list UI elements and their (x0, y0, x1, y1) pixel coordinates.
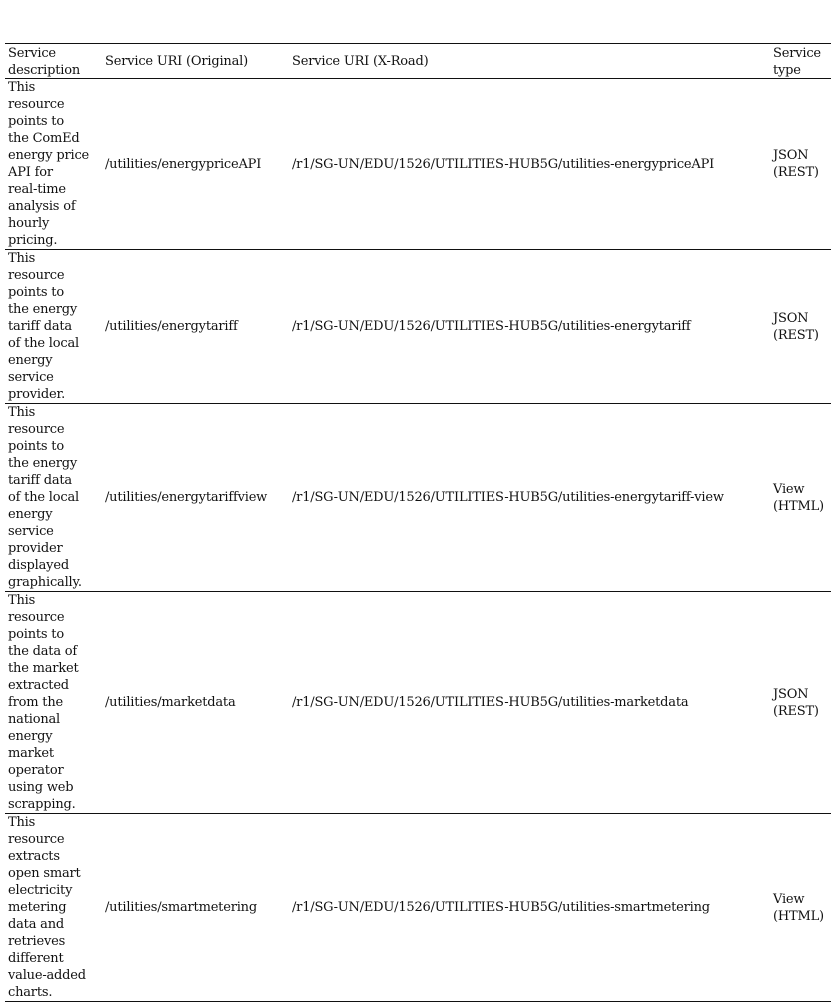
service-description: This resource points to the energy tariff data of the local energy service provider displayed graphically. (8, 405, 82, 590)
service-uri-xroad: /r1/SG-UN/EDU/1526/UTILITIES-HUB5G/utilities-energypriceAPI (292, 156, 715, 172)
service-description: This resource points to the energy tariff data of the local energy service provider. (8, 251, 79, 402)
service-type: View (HTML) (773, 891, 824, 924)
service-uri-original: /utilities/energytariffview (105, 490, 268, 505)
table-row (5, 404, 831, 592)
table-row (5, 79, 831, 250)
service-uri-original: /utilities/smartmetering (105, 900, 257, 915)
header-service-description: Service description (8, 46, 81, 78)
service-description: This resource points to the data of the market extracted from the national energy market operator using web scrapping. (8, 593, 79, 812)
header-service-uri-original: Service URI (Original) (105, 54, 248, 69)
header-service-uri-xroad: Service URI (X-Road) (292, 54, 429, 69)
service-type: JSON (REST) (773, 310, 819, 343)
service-description: This resource extracts open smart electricity metering data and retrieves different value-added charts. (8, 815, 86, 1000)
service-uri-original: /utilities/marketdata (105, 695, 236, 710)
service-uri-xroad: /r1/SG-UN/EDU/1526/UTILITIES-HUB5G/utilities-energytariff-view (292, 490, 724, 505)
table-row (5, 250, 831, 404)
service-uri-xroad: /r1/SG-UN/EDU/1526/UTILITIES-HUB5G/utilities-marketdata (292, 695, 689, 710)
header-service-type: Service type (773, 46, 821, 78)
services-table (5, 43, 831, 1002)
service-uri-xroad: /r1/SG-UN/EDU/1526/UTILITIES-HUB5G/utilities-energytariff (292, 319, 691, 334)
table-header-row (5, 43, 831, 79)
table-row (5, 592, 831, 814)
service-uri-original: /utilities/energypriceAPI (105, 156, 262, 172)
service-uri-xroad: /r1/SG-UN/EDU/1526/UTILITIES-HUB5G/utilities-smartmetering (292, 900, 710, 915)
service-type: JSON (REST) (773, 686, 819, 719)
service-type: JSON (REST) (773, 148, 819, 180)
service-uri-original: /utilities/energytariff (105, 319, 238, 334)
service-type: View (HTML) (773, 481, 824, 514)
table-row (5, 814, 831, 1002)
service-description: This resource points to the ComEd energy price API for real-time analysis of hourly pricing. (8, 80, 90, 248)
